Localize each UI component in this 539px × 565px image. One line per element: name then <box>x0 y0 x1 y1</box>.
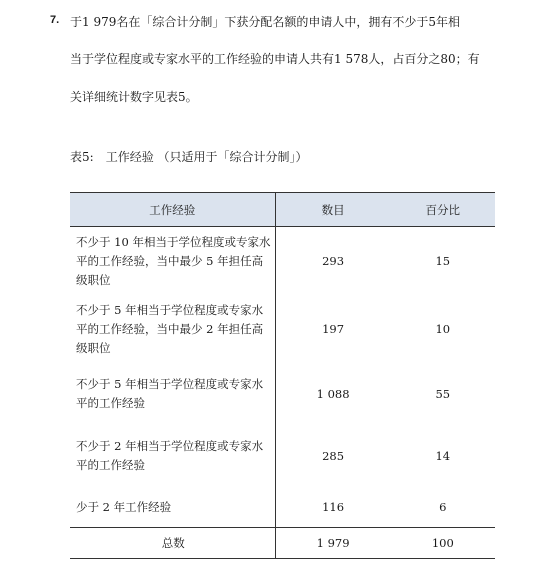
cell-count: 293 <box>275 227 391 296</box>
total-percent: 100 <box>391 528 495 559</box>
table-row <box>70 425 495 487</box>
table-header-row <box>70 193 495 227</box>
table-row <box>70 295 495 363</box>
paragraph-number: 7. <box>50 14 60 26</box>
table-caption-label: 表5: <box>70 150 94 164</box>
cell-count: 1 088 <box>316 387 350 401</box>
cell-percent: 14 <box>435 449 451 463</box>
table-row <box>70 363 495 425</box>
total-count: 1 979 <box>275 528 391 559</box>
cell-count: 285 <box>322 449 345 463</box>
total-label: 总数 <box>70 528 275 559</box>
cell-experience: 不少于 10 年相当于学位程度或专家水平的工作经验，当中最少 5 年担任高级职位 <box>70 227 275 296</box>
cell-percent: 10 <box>435 322 451 336</box>
table-row <box>70 487 495 528</box>
table-caption-text: 工作经验 （只适用于「综合计分制」） <box>105 150 308 164</box>
cell-experience: 少于 2 年工作经验 <box>70 487 275 528</box>
cell-experience: 不少于 2 年相当于学位程度或专家水平的工作经验 <box>70 425 275 487</box>
cell-count: 116 <box>322 500 345 514</box>
paragraph-line-1: 于1 979名在「综合计分制」下获分配名额的申请人中，拥有不少于5年相 <box>70 15 460 29</box>
cell-percent: 15 <box>391 227 495 296</box>
header-percent: 百分比 <box>391 193 495 227</box>
table-caption <box>70 148 308 165</box>
table-total-row <box>70 528 495 559</box>
work-experience-table <box>70 192 495 559</box>
paragraph-line-2: 当于学位程度或专家水平的工作经验的申请人共有1 578人，占百分之80；有 <box>70 52 480 66</box>
cell-percent: 6 <box>439 500 447 514</box>
cell-experience: 不少于 5 年相当于学位程度或专家水平的工作经验，当中最少 2 年担任高级职位 <box>70 295 275 363</box>
cell-percent: 55 <box>435 387 451 401</box>
cell-count: 197 <box>322 322 345 336</box>
table-row <box>70 227 495 296</box>
header-experience: 工作经验 <box>70 193 275 227</box>
cell-experience: 不少于 5 年相当于学位程度或专家水平的工作经验 <box>70 363 275 425</box>
paragraph-line-3: 关详细统计数字见表5。 <box>70 90 198 104</box>
header-count: 数目 <box>275 193 391 227</box>
